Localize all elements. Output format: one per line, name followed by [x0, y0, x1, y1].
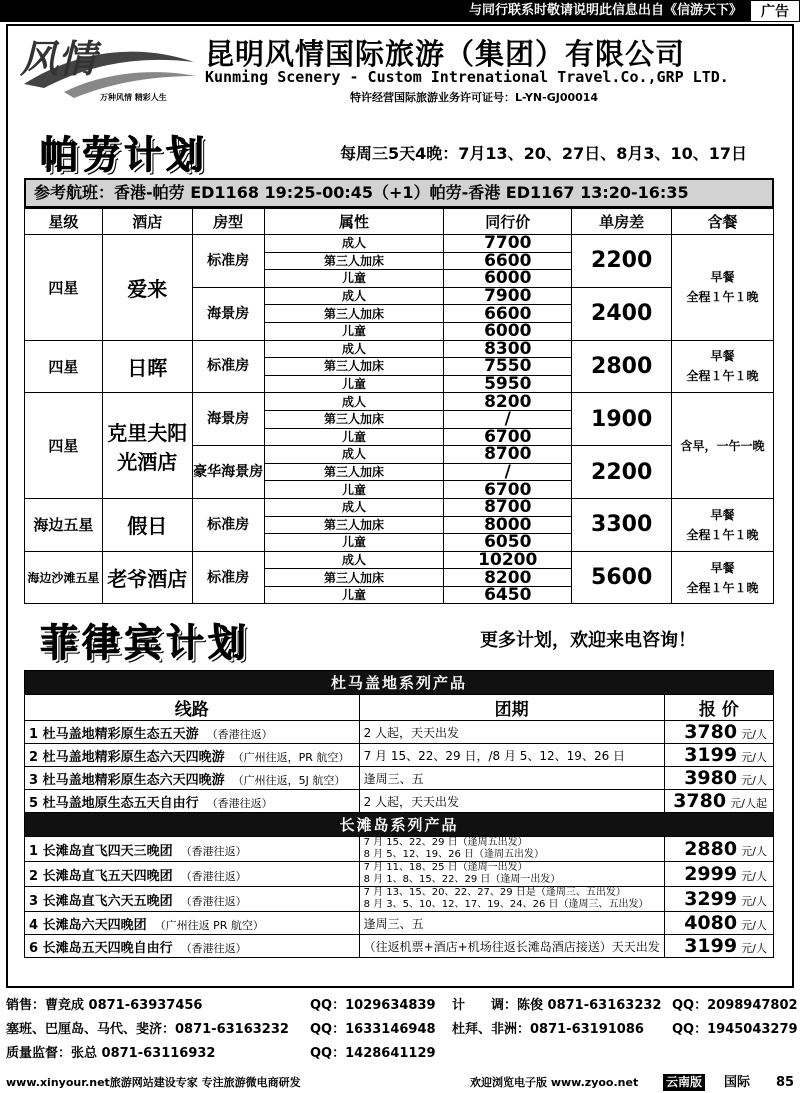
contact-quality: 质量监督：张总 0871-63116932	[6, 1046, 216, 1061]
attribute-label: 儿童	[264, 428, 444, 446]
meal-line: 早餐	[710, 270, 735, 285]
price-cell	[664, 887, 773, 912]
palau-title: 帕劳计划	[40, 133, 209, 177]
period-cell	[359, 790, 664, 813]
column-header: 团期	[359, 695, 664, 721]
attribute-label: 成人	[264, 498, 444, 516]
period-line: 2 人起，天天出发	[363, 794, 460, 809]
meal-plan	[672, 498, 774, 551]
room-type: 标准房	[192, 551, 264, 604]
period-line: 7 月 15、22、29 日，/8 月 5、12、19、26 日	[363, 748, 626, 763]
page-footer	[0, 1072, 800, 1093]
route-name: 1 杜马盖地精彩原生态五天游	[29, 726, 199, 742]
price-value: 3199	[684, 935, 738, 957]
route-note: （广州往返，PR 航空）	[232, 750, 350, 764]
room-type: 标准房	[192, 235, 264, 288]
meal-plan	[672, 235, 774, 341]
table-row	[25, 744, 774, 767]
table-row	[25, 862, 774, 887]
period-line: 7 月 13、15、20、22、27、29 日是（逢周三、五出发）	[363, 887, 626, 898]
logo-text: 风情	[20, 36, 97, 81]
contact-planner: 计 调：陈俊 0871-63163232	[452, 998, 662, 1013]
period-line: （往返机票+酒店+机场往返长滩岛酒店接送）天天出发	[363, 939, 660, 954]
period-line: 逢周三、五	[363, 771, 424, 786]
route-cell	[25, 887, 360, 912]
price-unit: 元/人	[741, 845, 767, 858]
price-value: 8200	[444, 569, 572, 587]
route-cell	[25, 912, 360, 935]
contact-row-1	[6, 994, 798, 1013]
star-rating: 四星	[25, 393, 103, 499]
single-supplement: 2400	[572, 287, 672, 340]
edition-badge: 云南版	[663, 1074, 705, 1091]
price-value: /	[444, 410, 572, 428]
hotel-name: 克里夫阳光酒店	[102, 393, 192, 499]
meal-line: 全程１午１晚	[686, 290, 759, 305]
attribute-label: 第三人加床	[264, 305, 444, 323]
flight-info: 参考航班：香港-帕劳 ED1168 19:25-00:45（+1）帕劳-香港 ED1167 13:20-16:35	[24, 178, 774, 208]
price-value: 5950	[444, 375, 572, 393]
period-line: 8 月 1、8、15、22、29 日（逢周一出发）	[363, 874, 561, 885]
attribute-label: 成人	[264, 551, 444, 569]
table-row	[25, 235, 774, 253]
price-value: 3299	[684, 888, 738, 910]
price-cell	[664, 767, 773, 790]
route-name: 3 长滩岛直飞六天五晚团	[29, 893, 173, 909]
route-cell	[25, 790, 360, 813]
route-name: 1 长滩岛直飞四天三晚团	[29, 843, 173, 859]
price-unit: 元/人	[741, 774, 767, 787]
star-rating: 海边沙滩五星	[25, 551, 103, 604]
attribute-label: 儿童	[264, 322, 444, 340]
attribute-label: 第三人加床	[264, 569, 444, 587]
attribute-label: 成人	[264, 446, 444, 464]
table-header-row	[25, 695, 774, 721]
column-header: 房型	[192, 209, 264, 235]
attribute-label: 第三人加床	[264, 410, 444, 428]
room-type: 海景房	[192, 287, 264, 340]
price-cell	[664, 862, 773, 887]
price-unit: 元/人起	[730, 797, 767, 810]
logo-slogan: 万种风情 精彩人生	[100, 93, 167, 102]
route-note: （香港往返）	[180, 844, 247, 858]
price-cell	[664, 790, 773, 813]
philippines-package-table	[24, 670, 774, 958]
attribute-label: 成人	[264, 287, 444, 305]
palau-schedule: 每周三5天4晚：7月13、20、27日、8月3、10、17日	[340, 144, 747, 163]
route-cell	[25, 862, 360, 887]
column-header: 同行价	[444, 209, 572, 235]
price-unit: 元/人	[741, 895, 767, 908]
hotel-name: 假日	[102, 498, 192, 551]
table-row	[25, 887, 774, 912]
price-value: 6700	[444, 428, 572, 446]
attribute-label: 第三人加床	[264, 463, 444, 481]
price-unit: 元/人	[741, 751, 767, 764]
license-number: 特许经营国际旅游业务许可证号：L-YN-GJ00014	[350, 91, 599, 104]
period-line: 8 月 3、5、10、12、17、19、24、26 日（逢周三、五出发）	[363, 899, 649, 910]
price-value: 8300	[444, 340, 572, 358]
attribute-label: 第三人加床	[264, 516, 444, 534]
philippines-title: 菲律宾计划	[40, 621, 251, 665]
contact-qq: QQ：1029634839	[310, 998, 436, 1013]
price-value: /	[444, 463, 572, 481]
period-line: 7 月 15、22、29 日（逢周五出发）	[363, 837, 528, 848]
price-value: 8700	[444, 446, 572, 464]
price-value: 6700	[444, 481, 572, 499]
price-cell	[664, 912, 773, 935]
route-note: （广州往返，5J 航空）	[232, 773, 346, 787]
hotel-name: 日晖	[102, 340, 192, 393]
contact-qq: QQ：2098947802	[672, 998, 798, 1013]
table-header-row	[25, 209, 774, 235]
price-value: 6000	[444, 322, 572, 340]
route-name: 6 长滩岛五天四晚自由行	[29, 940, 173, 956]
route-cell	[25, 837, 360, 862]
room-type: 豪华海景房	[192, 446, 264, 499]
period-cell	[359, 862, 664, 887]
meal-line: 全程１午１晚	[686, 527, 759, 542]
contact-islands: 塞班、巴厘岛、马代、斐济：0871-63163232	[6, 1022, 289, 1037]
table-row	[25, 393, 774, 411]
price-value: 6450	[444, 586, 572, 604]
route-name: 2 长滩岛直飞五天四晚团	[29, 868, 173, 884]
route-cell	[25, 935, 360, 958]
star-rating: 四星	[25, 235, 103, 341]
meal-plan	[672, 340, 774, 393]
price-value: 6000	[444, 270, 572, 288]
price-value: 2880	[684, 838, 738, 860]
column-header: 单房差	[572, 209, 672, 235]
table-row	[25, 935, 774, 958]
single-supplement: 2200	[572, 446, 672, 499]
table-row	[25, 340, 774, 358]
source-note: 与同行联系时敬请说明此信息出自《信游天下》	[468, 3, 742, 18]
period-cell	[359, 912, 664, 935]
single-supplement: 3300	[572, 498, 672, 551]
price-value: 7700	[444, 235, 572, 253]
attribute-label: 成人	[264, 393, 444, 411]
route-name: 4 长滩岛六天四晚团	[29, 917, 147, 933]
price-value: 4080	[684, 912, 738, 934]
attribute-label: 第三人加床	[264, 252, 444, 270]
star-rating: 四星	[25, 340, 103, 393]
palau-price-table	[24, 208, 774, 604]
room-type: 标准房	[192, 498, 264, 551]
price-cell	[664, 935, 773, 958]
company-name-en: Kunming Scenery - Custom Intrenational Travel.Co.,GRP LTD.	[205, 68, 729, 86]
price-value: 10200	[444, 551, 572, 569]
contact-row-3	[6, 1042, 436, 1061]
table-row	[25, 721, 774, 744]
route-name: 2 杜马盖地精彩原生态六天四晚游	[29, 749, 225, 765]
price-value: 8200	[444, 393, 572, 411]
period-cell	[359, 767, 664, 790]
route-note: （香港往返）	[180, 869, 247, 883]
period-cell	[359, 721, 664, 744]
star-rating: 海边五星	[25, 498, 103, 551]
table-row	[25, 551, 774, 569]
price-value: 8700	[444, 498, 572, 516]
attribute-label: 成人	[264, 235, 444, 253]
price-cell	[664, 837, 773, 862]
price-value: 6600	[444, 305, 572, 323]
price-value: 3780	[673, 790, 727, 812]
price-value: 2999	[684, 863, 738, 885]
contact-qq: QQ：1428641129	[310, 1046, 436, 1061]
meal-line: 早餐	[710, 507, 735, 522]
route-cell	[25, 744, 360, 767]
route-cell	[25, 721, 360, 744]
route-note: （香港往返）	[206, 796, 273, 810]
column-header: 报 价	[664, 695, 773, 721]
period-line: 2 人起，天天出发	[363, 725, 460, 740]
meal-line: 含早，一午一晚	[680, 438, 765, 453]
contact-section	[0, 990, 800, 1064]
contact-sales: 销售：曹竞成 0871-63937456	[6, 998, 203, 1013]
table-row	[25, 498, 774, 516]
more-plans-note: 更多计划，欢迎来电咨询！	[480, 630, 696, 651]
section-row	[25, 813, 774, 837]
contact-dubai: 杜拜、非洲：0871-63191086	[452, 1022, 644, 1037]
route-name: 3 杜马盖地精彩原生态六天四晚游	[29, 772, 225, 788]
page-number: 85	[776, 1075, 795, 1090]
contact-qq: QQ：1633146948	[310, 1022, 436, 1037]
section-label: 国际	[724, 1075, 751, 1090]
meal-plan	[672, 551, 774, 604]
meal-line: 早餐	[710, 349, 735, 364]
price-unit: 元/人	[741, 919, 767, 932]
single-supplement: 2200	[572, 235, 672, 288]
meal-line: 早餐	[710, 560, 735, 575]
route-cell	[25, 767, 360, 790]
attribute-label: 第三人加床	[264, 358, 444, 376]
period-cell	[359, 935, 664, 958]
price-unit: 元/人	[741, 870, 767, 883]
price-value: 3980	[684, 767, 738, 789]
period-cell	[359, 837, 664, 862]
period-line: 7 月 11、18、25 日（逢周一出发）	[363, 862, 528, 873]
column-header: 酒店	[102, 209, 192, 235]
single-supplement: 1900	[572, 393, 672, 446]
price-value: 3780	[684, 721, 738, 743]
footer-left: www.xinyour.net旅游网站建设专家 专注旅游微电商研发	[6, 1076, 301, 1089]
price-unit: 元/人	[741, 942, 767, 955]
price-value: 7900	[444, 287, 572, 305]
meal-line: 全程１午１晚	[686, 580, 759, 595]
single-supplement: 2800	[572, 340, 672, 393]
room-type: 海景房	[192, 393, 264, 446]
route-note: （香港往返）	[180, 894, 247, 908]
price-cell	[664, 721, 773, 744]
route-name: 5 杜马盖地原生态五天自由行	[29, 795, 199, 811]
price-value: 6600	[444, 252, 572, 270]
attribute-label: 儿童	[264, 375, 444, 393]
footer-right: 欢迎浏览电子版 www.zyoo.net	[470, 1076, 639, 1089]
price-value: 6050	[444, 534, 572, 552]
table-row	[25, 837, 774, 862]
period-line: 8 月 5、12、19、26 日（逢周五出发）	[363, 849, 545, 860]
hotel-name: 老爷酒店	[102, 551, 192, 604]
section-title: 杜马盖地系列产品	[25, 671, 774, 695]
room-type: 标准房	[192, 340, 264, 393]
hotel-name: 爱来	[102, 235, 192, 341]
attribute-label: 儿童	[264, 481, 444, 499]
table-row	[25, 912, 774, 935]
contact-row-2	[6, 1018, 798, 1037]
attribute-label: 儿童	[264, 586, 444, 604]
section-title: 长滩岛系列产品	[25, 813, 774, 837]
route-note: （香港往返）	[206, 727, 273, 741]
price-value: 7550	[444, 358, 572, 376]
attribute-label: 儿童	[264, 270, 444, 288]
top-banner	[0, 0, 800, 22]
price-cell	[664, 744, 773, 767]
section-row	[25, 671, 774, 695]
period-cell	[359, 744, 664, 767]
table-row	[25, 790, 774, 813]
table-row	[25, 767, 774, 790]
column-header: 线路	[25, 695, 360, 721]
column-header: 属性	[264, 209, 444, 235]
column-header: 星级	[25, 209, 103, 235]
column-header: 含餐	[672, 209, 774, 235]
ad-badge: 广告	[750, 0, 800, 22]
price-unit: 元/人	[741, 728, 767, 741]
price-value: 8000	[444, 516, 572, 534]
route-note: （广州往返 PR 航空）	[154, 918, 264, 932]
period-line: 逢周三、五	[363, 916, 424, 931]
price-value: 3199	[684, 744, 738, 766]
period-cell	[359, 887, 664, 912]
attribute-label: 儿童	[264, 534, 444, 552]
route-note: （香港往返）	[180, 941, 247, 955]
single-supplement: 5600	[572, 551, 672, 604]
company-logo	[14, 32, 200, 102]
company-name: 昆明风情国际旅游（集团）有限公司	[205, 37, 686, 71]
attribute-label: 成人	[264, 340, 444, 358]
contact-qq: QQ：1945043279	[672, 1022, 798, 1037]
meal-plan	[672, 393, 774, 499]
meal-line: 全程１午１晚	[686, 369, 759, 384]
